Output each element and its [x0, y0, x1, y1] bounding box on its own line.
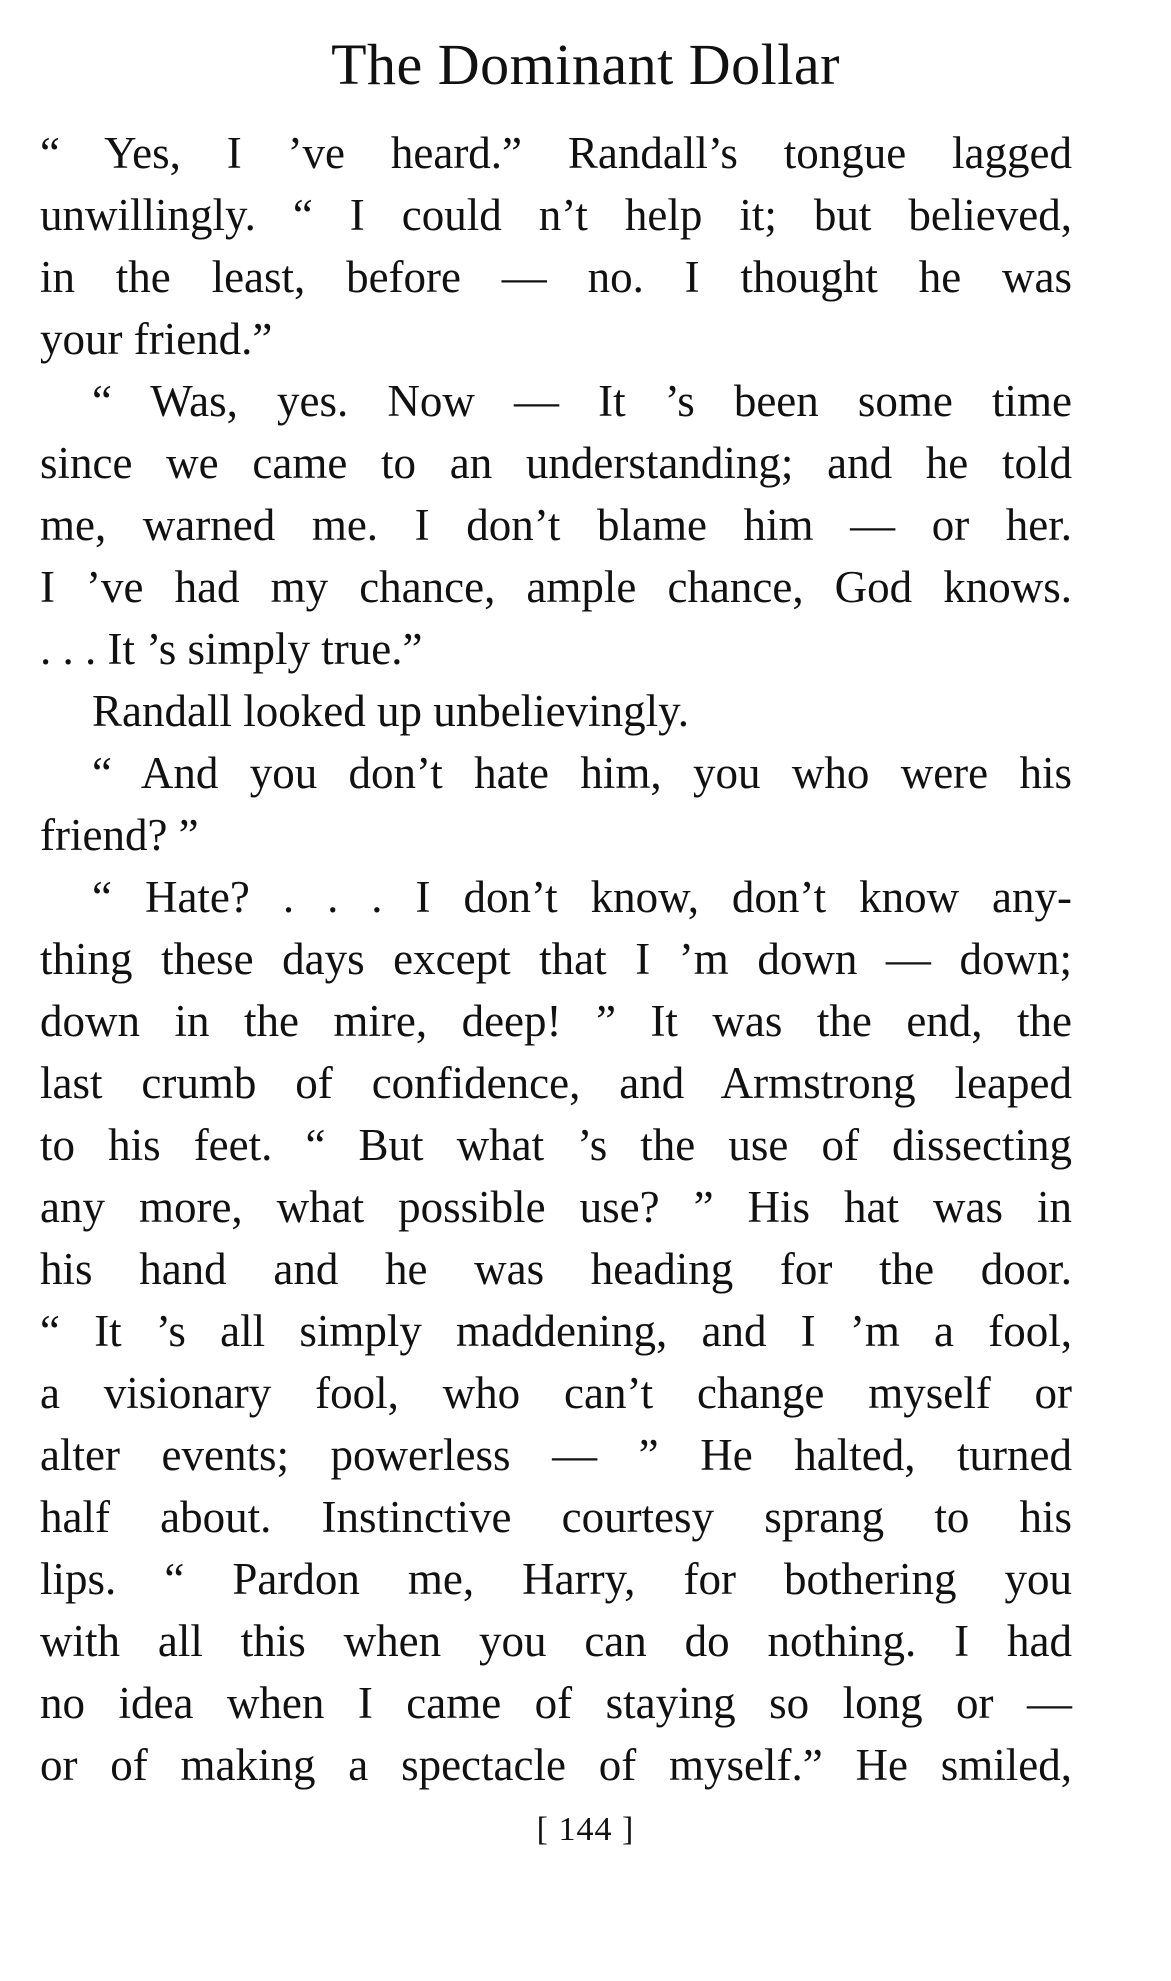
text-line: me, warned me. I don’t blame him — or her.	[40, 500, 1072, 550]
text-line: to his feet. “ But what ’s the use of dissecting	[40, 1120, 1072, 1170]
text-line: half about. Instinctive courtesy sprang to his	[40, 1492, 1072, 1542]
text-line: “ Was, yes. Now — It ’s been some time	[92, 376, 1072, 426]
text-line: any more, what possible use? ” His hat was in	[40, 1182, 1072, 1232]
text-line: . . . It ’s simply true.”	[40, 624, 423, 674]
text-line: “ And you don’t hate him, you who were his	[92, 748, 1072, 798]
text-line: last crumb of confidence, and Armstrong leaped	[40, 1058, 1072, 1108]
text-line: in the least, before — no. I thought he was	[40, 252, 1072, 302]
text-line: lips. “ Pardon me, Harry, for bothering you	[40, 1554, 1072, 1604]
text-line: a visionary fool, who can’t change myself or	[40, 1368, 1072, 1418]
body-text	[40, 122, 1072, 1796]
text-line: friend? ”	[40, 810, 199, 860]
text-line: Randall looked up unbelievingly.	[92, 686, 689, 736]
text-line: I ’ve had my chance, ample chance, God knows.	[40, 562, 1072, 612]
text-line: since we came to an understanding; and he told	[40, 438, 1072, 488]
text-line: “ Hate? . . . I don’t know, don’t know any-	[92, 872, 1072, 922]
text-line: no idea when I came of staying so long or —	[40, 1678, 1072, 1728]
text-line: “ It ’s all simply maddening, and I ’m a fool,	[40, 1306, 1072, 1356]
page-number: [ 144 ]	[536, 1811, 635, 1848]
text-line: unwillingly. “ I could n’t help it; but believed,	[40, 190, 1072, 240]
text-line: alter events; powerless — ” He halted, turned	[40, 1430, 1072, 1480]
text-line: or of making a spectacle of myself.” He smiled,	[40, 1740, 1072, 1790]
text-line: down in the mire, deep! ” It was the end, the	[40, 996, 1072, 1046]
text-line: thing these days except that I ’m down — down;	[40, 934, 1072, 984]
text-line: with all this when you can do nothing. I had	[40, 1616, 1072, 1666]
text-line: his hand and he was heading for the door.	[40, 1244, 1072, 1294]
text-line: “ Yes, I ’ve heard.” Randall’s tongue lagged	[40, 128, 1072, 178]
text-line: your friend.”	[40, 314, 273, 364]
running-head-title: The Dominant Dollar	[331, 32, 840, 97]
